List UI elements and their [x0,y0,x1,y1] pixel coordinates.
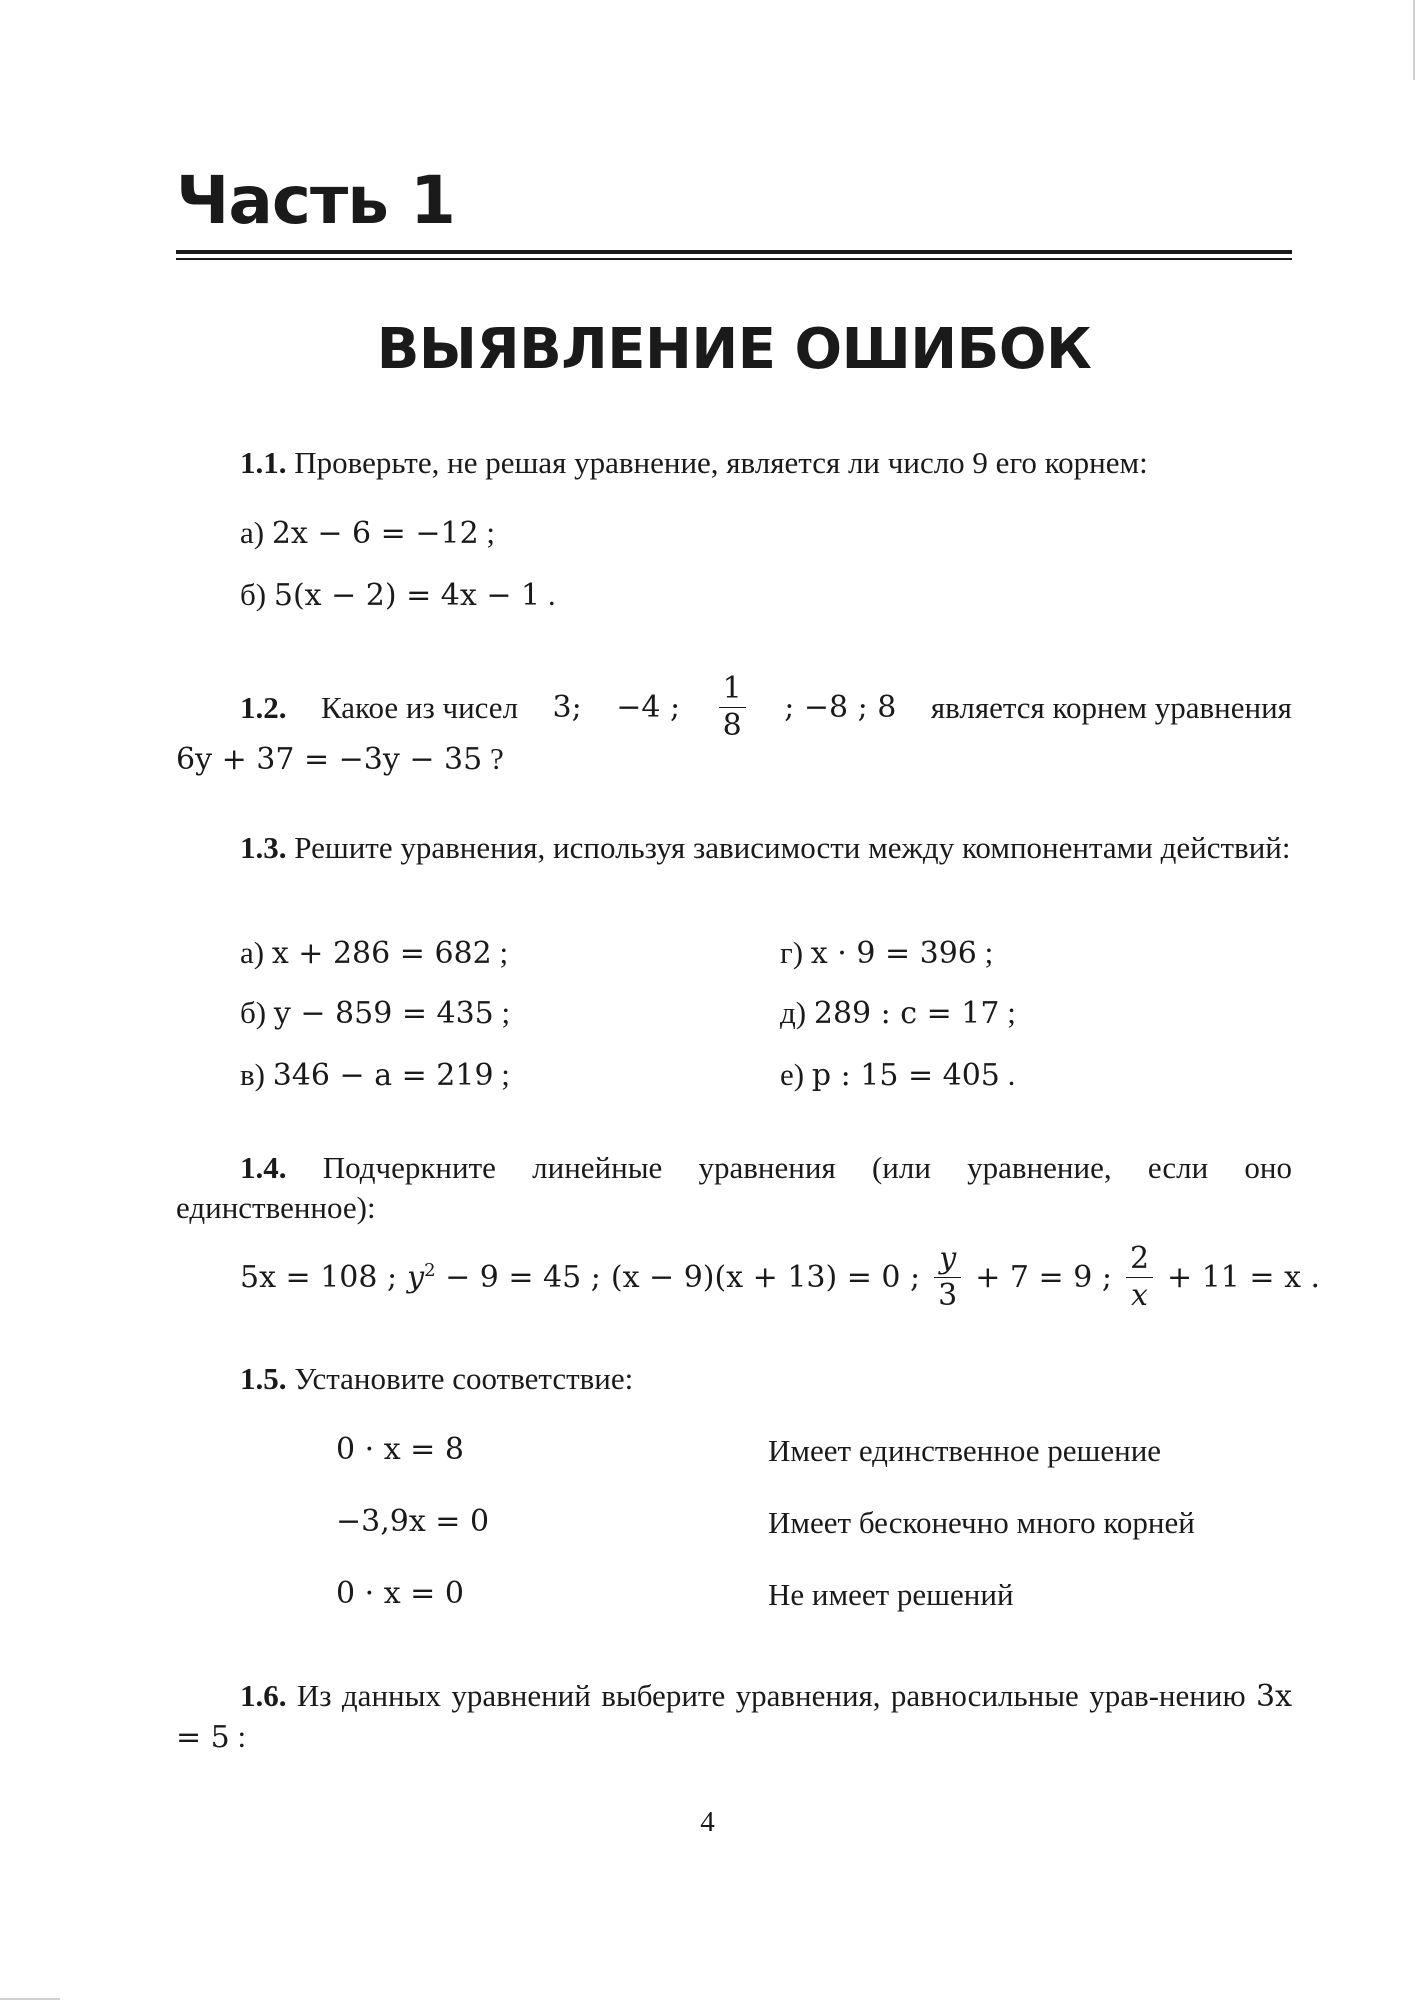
task-1-3-g [780,934,993,972]
equation: x · 9 = 396 [810,936,977,971]
item-end: : [237,1719,247,1754]
equation: p : 15 = 405 [811,1058,1000,1093]
item-end: . [1007,1057,1016,1092]
task-1-1-a [240,514,495,552]
task-1-4-equations [240,1241,1321,1313]
item-label: б) [240,577,267,612]
item-end: ; [499,935,509,970]
equation: y − 859 = 435 [273,996,494,1031]
task-1-2-equation [176,740,504,778]
equation-power [407,1260,601,1296]
task-text: Проверьте, не решая уравнение, является ли число 9 его корнем: [294,445,1148,480]
task-text: Какое из чисел [321,689,519,725]
task-number: 1.3. [240,830,287,865]
equation-rest: − 9 = 45 ; [435,1259,601,1295]
title-rule-thick [176,250,1292,254]
task-number: 1.1. [240,445,287,480]
task-number: 1.6. [240,1678,287,1713]
fraction [1126,1241,1153,1313]
task-1-1-b [240,576,556,614]
item-end: . [547,577,556,612]
task-1-4 [176,1148,1292,1228]
task-1-1 [240,444,1148,481]
item-end: ; [501,1057,510,1092]
item-end: ; [501,995,511,1030]
item-end: ; [984,935,994,970]
task-text: является корнем уравнения [930,689,1292,725]
part-title: Часть 1 [176,162,455,239]
fraction-denominator: x [1131,1278,1148,1313]
task-number: 1.5. [240,1361,287,1396]
task-text: Подчеркните линейные уравнения (или уравнение, если оно единственное): [176,1150,1292,1225]
equation: 6y + 37 = −3y − 35 [176,742,483,777]
fraction [719,671,746,743]
equation-rest: + 7 = 9 ; [975,1259,1112,1295]
equation: 5(x − 2) = 4x − 1 [273,578,541,613]
equation-rest: + 11 = x . [1167,1259,1321,1295]
match-right-2: Имеет бесконечно много корней [768,1505,1195,1540]
task-1-2 [240,671,1292,743]
item-end: ? [489,741,504,776]
equation: 289 : c = 17 [813,996,1000,1031]
item-end: ; [1007,995,1016,1030]
task-text: Решите уравнения, используя зависимости между компонентами действий: [294,830,1291,865]
item-label: а) [240,935,265,970]
equation: 5x = 108 ; [240,1259,398,1295]
fraction-denominator: 3 [938,1278,958,1313]
task-1-3-b [240,994,510,1032]
section-title: ВЫЯВЛЕНИЕ ОШИБОК [376,317,1092,382]
item-label: г) [780,935,804,970]
task-1-3-a [240,934,508,972]
fraction [934,1241,961,1313]
item-label: б) [240,995,267,1030]
match-right-3: Не имеет решений [768,1577,1014,1612]
exponent: 2 [424,1259,436,1281]
task-text: Установите соответствие: [294,1361,634,1396]
fraction-numerator: 1 [719,674,746,708]
match-left-1: 0 · x = 8 [336,1432,464,1467]
task-1-5 [240,1360,633,1397]
page-number: 4 [700,1806,715,1838]
equation: 3x = 5 [176,1679,1293,1755]
equation: x + 286 = 682 [271,936,492,971]
fraction-denominator: 8 [722,708,742,743]
task-number: 1.4. [240,1150,287,1185]
item-end: ; [486,515,496,550]
task-1-3 [176,828,1292,868]
title-rule-thin [176,258,1292,260]
task-number: 1.2. [240,689,287,725]
match-left-2: −3,9x = 0 [336,1504,490,1539]
task-1-3-e [780,1056,1015,1094]
equation: 2x − 6 = −12 [271,516,479,551]
item-label: а) [240,515,265,550]
fraction-numerator: y [934,1244,961,1278]
candidate-number: 3; [552,689,582,725]
task-1-3-v [240,1056,510,1094]
match-left-3: 0 · x = 0 [336,1576,464,1611]
fraction-numerator: 2 [1126,1244,1153,1278]
item-label: в) [240,1057,265,1092]
variable: y [407,1259,425,1295]
item-label: е) [780,1057,805,1092]
task-1-6 [176,1676,1292,1758]
task-text: Из данных уравнений выберите уравнения, равносильные урав-нению [296,1678,1246,1713]
candidate-numbers: ; −8 ; 8 [784,689,897,725]
task-1-3-d [780,994,1016,1032]
item-label: д) [780,995,807,1030]
equation: 346 − a = 219 [272,1058,494,1093]
match-right-1: Имеет единственное решение [768,1433,1162,1468]
candidate-number: −4 ; [616,689,681,725]
equation: (x − 9)(x + 13) = 0 ; [610,1259,921,1295]
